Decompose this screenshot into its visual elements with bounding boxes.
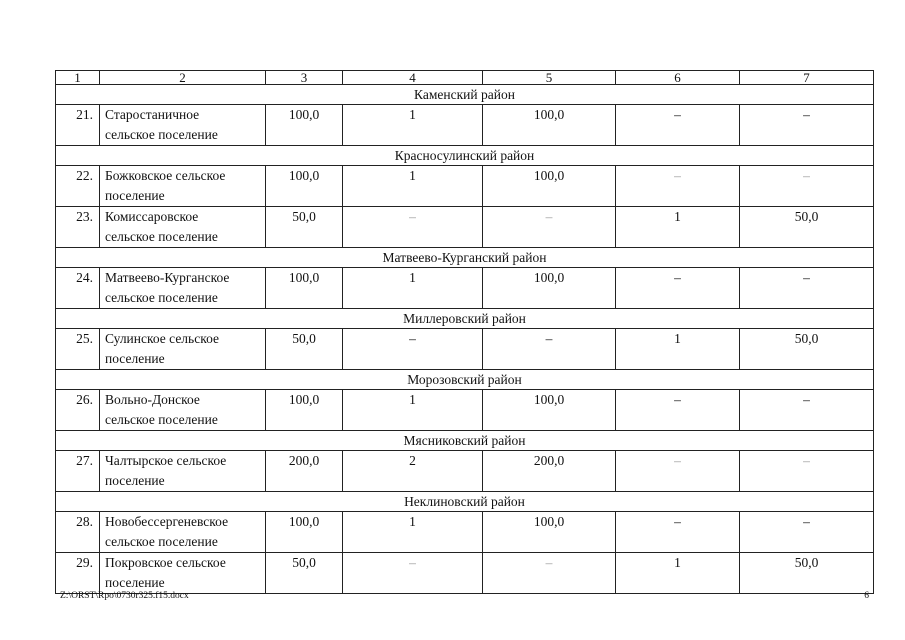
cell-col-6: 1 — [616, 207, 740, 248]
row-number: 26. — [56, 390, 100, 431]
row-number: 25. — [56, 329, 100, 370]
column-header: 1 — [56, 71, 100, 85]
cell-col-3: 100,0 — [266, 166, 343, 207]
district-header-row — [56, 431, 874, 451]
district-header-row — [56, 309, 874, 329]
row-number: 22. — [56, 166, 100, 207]
cell-col-6: – — [616, 390, 740, 431]
settlement-name-line: Комиссаровское — [105, 209, 199, 224]
district-name: Морозовский район — [56, 370, 874, 390]
cell-col-4: 1 — [343, 390, 483, 431]
row-number: 23. — [56, 207, 100, 248]
cell-col-7: 50,0 — [740, 329, 874, 370]
cell-col-7: – — [740, 451, 874, 492]
column-header: 4 — [343, 71, 483, 85]
cell-col-3: 50,0 — [266, 207, 343, 248]
settlement-name-line: Покровское сельское — [105, 555, 226, 570]
cell-col-6: 1 — [616, 553, 740, 594]
settlement-name — [100, 105, 266, 146]
cell-col-5: – — [483, 329, 616, 370]
footer-page-number: 6 — [864, 591, 869, 601]
cell-col-7: – — [740, 390, 874, 431]
settlement-name-line: Новобессергеневское — [105, 514, 229, 529]
table-row — [56, 512, 874, 553]
column-header: 2 — [100, 71, 266, 85]
settlement-name-line: Чалтырское сельское — [105, 453, 227, 468]
cell-col-4: 1 — [343, 512, 483, 553]
column-number-header-row — [56, 71, 874, 85]
table-row — [56, 268, 874, 309]
cell-col-4: – — [343, 329, 483, 370]
cell-col-6: – — [616, 451, 740, 492]
cell-col-5: 100,0 — [483, 166, 616, 207]
cell-col-4: – — [343, 553, 483, 594]
cell-col-7: 50,0 — [740, 207, 874, 248]
settlement-name-line: поселение — [105, 351, 165, 366]
settlement-name-line: сельское поселение — [105, 534, 218, 549]
cell-col-6: – — [616, 166, 740, 207]
cell-col-5: 100,0 — [483, 105, 616, 146]
row-number: 28. — [56, 512, 100, 553]
cell-col-7: – — [740, 268, 874, 309]
settlement-name — [100, 166, 266, 207]
cell-col-5: 100,0 — [483, 512, 616, 553]
settlement-name-line: поселение — [105, 575, 165, 590]
district-name: Каменский район — [56, 85, 874, 105]
settlement-name-line: Матвеево-Курганское — [105, 270, 230, 285]
settlement-name-line: поселение — [105, 188, 165, 203]
settlement-name-line: Вольно-Донское — [105, 392, 200, 407]
cell-col-3: 100,0 — [266, 105, 343, 146]
district-header-row — [56, 248, 874, 268]
row-number: 21. — [56, 105, 100, 146]
cell-col-4: 1 — [343, 268, 483, 309]
cell-col-5: – — [483, 553, 616, 594]
settlement-name — [100, 207, 266, 248]
cell-col-4: 1 — [343, 166, 483, 207]
cell-col-3: 100,0 — [266, 268, 343, 309]
row-number: 24. — [56, 268, 100, 309]
column-header: 7 — [740, 71, 874, 85]
cell-col-6: – — [616, 268, 740, 309]
cell-col-7: – — [740, 105, 874, 146]
column-header: 6 — [616, 71, 740, 85]
settlement-name — [100, 268, 266, 309]
cell-col-3: 100,0 — [266, 390, 343, 431]
cell-col-3: 100,0 — [266, 512, 343, 553]
settlement-name-line: сельское поселение — [105, 229, 218, 244]
cell-col-3: 200,0 — [266, 451, 343, 492]
cell-col-5: – — [483, 207, 616, 248]
settlement-name — [100, 329, 266, 370]
cell-col-4: – — [343, 207, 483, 248]
cell-col-4: 2 — [343, 451, 483, 492]
column-header: 3 — [266, 71, 343, 85]
district-header-row — [56, 85, 874, 105]
settlements-table — [55, 70, 874, 594]
settlement-name-line: поселение — [105, 473, 165, 488]
district-name: Красносулинский район — [56, 146, 874, 166]
table-row — [56, 166, 874, 207]
cell-col-7: – — [740, 512, 874, 553]
table-row — [56, 329, 874, 370]
table-row — [56, 207, 874, 248]
table-row — [56, 105, 874, 146]
settlement-name-line: сельское поселение — [105, 127, 218, 142]
district-header-row — [56, 146, 874, 166]
row-number: 27. — [56, 451, 100, 492]
settlement-name-line: Старостаничное — [105, 107, 200, 122]
table-row — [56, 553, 874, 594]
cell-col-6: – — [616, 512, 740, 553]
settlement-name — [100, 512, 266, 553]
district-header-row — [56, 370, 874, 390]
district-name: Неклиновский район — [56, 492, 874, 512]
cell-col-7: – — [740, 166, 874, 207]
district-header-row — [56, 492, 874, 512]
settlement-name-line: Сулинское сельское — [105, 331, 219, 346]
settlement-name-line: сельское поселение — [105, 290, 218, 305]
settlement-name-line: сельское поселение — [105, 412, 218, 427]
cell-col-7: 50,0 — [740, 553, 874, 594]
settlement-name — [100, 553, 266, 594]
cell-col-5: 100,0 — [483, 268, 616, 309]
cell-col-6: 1 — [616, 329, 740, 370]
row-number: 29. — [56, 553, 100, 594]
table-row — [56, 390, 874, 431]
district-name: Миллеровский район — [56, 309, 874, 329]
settlement-name-line: Божковское сельское — [105, 168, 226, 183]
cell-col-6: – — [616, 105, 740, 146]
cell-col-5: 100,0 — [483, 390, 616, 431]
district-name: Мясниковский район — [56, 431, 874, 451]
cell-col-3: 50,0 — [266, 329, 343, 370]
cell-col-3: 50,0 — [266, 553, 343, 594]
column-header: 5 — [483, 71, 616, 85]
settlement-name — [100, 390, 266, 431]
district-name: Матвеево-Курганский район — [56, 248, 874, 268]
footer-file-path: Z:\ORST\Rpo\0730r325.f15.docx — [60, 591, 189, 601]
settlement-name — [100, 451, 266, 492]
cell-col-5: 200,0 — [483, 451, 616, 492]
table-body — [56, 71, 874, 594]
cell-col-4: 1 — [343, 105, 483, 146]
table-row — [56, 451, 874, 492]
